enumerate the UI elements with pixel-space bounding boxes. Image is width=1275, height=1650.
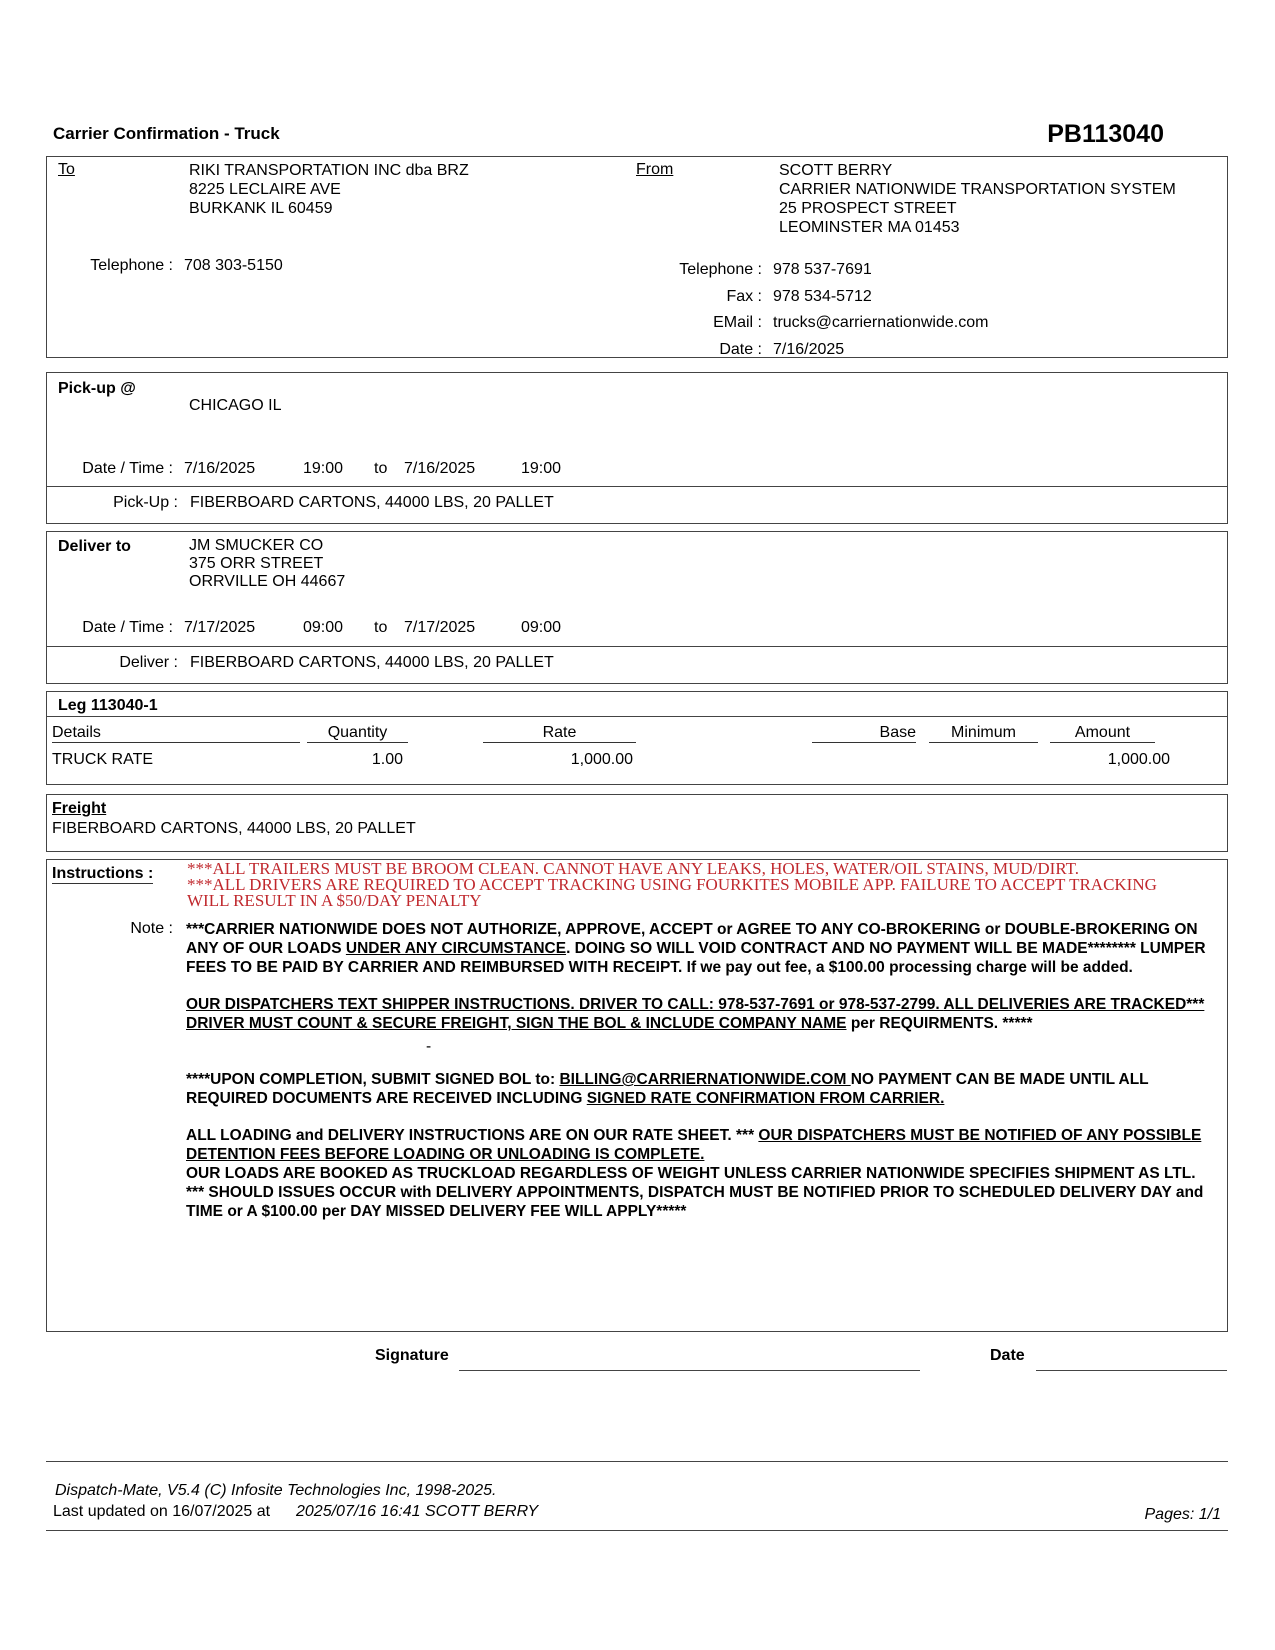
from-telephone: 978 537-7691 [773, 261, 872, 278]
from-address-line: CARRIER NATIONWIDE TRANSPORTATION SYSTEM [779, 181, 1176, 198]
deliver-address [189, 537, 345, 591]
row-rate: 1,000.00 [570, 751, 633, 768]
note-paragraph [186, 920, 1218, 977]
to-telephone: 708 303-5150 [184, 257, 283, 274]
note-text: NO PAYMENT CAN BE MADE UNTIL ALL REQUIRED DOCUMENTS ARE RECEIVED INCLUDING [186, 1071, 1149, 1107]
note-label: Note : [130, 920, 173, 937]
pickup-item-label: Pick-Up : [113, 494, 178, 511]
from-date-label: Date : [719, 340, 762, 358]
note-paragraph: *** SHOULD ISSUES OCCUR with DELIVERY APPOINTMENTS, DISPATCH MUST BE NOTIFIED PRIOR TO SCHEDULED DELIVERY DAY and TIME or A $100.00 per DAY MISSED DELIVERY FEE WILL APPLY***** [186, 1184, 1204, 1220]
to-address-line: BURKANK IL 60459 [189, 200, 333, 217]
red-instruction-line: ***ALL DRIVERS ARE REQUIRED TO ACCEPT TRACKING USING FOURKITES MOBILE APP. FAILURE TO ACCEPT TRACKING [187, 875, 1157, 894]
pickup-time-to: 19:00 [521, 460, 562, 477]
from-contact-values [773, 257, 988, 363]
pickup-item: FIBERBOARD CARTONS, 44000 LBS, 20 PALLET [190, 494, 554, 511]
footer-updated-value: 2025/07/16 16:41 SCOTT BERRY [296, 1503, 539, 1520]
signature-line [459, 1370, 920, 1371]
note-text: ****UPON COMPLETION, SUBMIT SIGNED BOL to: [186, 1071, 560, 1088]
footer-copyright: Dispatch-Mate, V5.4 (C) Infosite Technologies Inc, 1998-2025. [55, 1482, 497, 1499]
from-email: trucks@carriernationwide.com [773, 314, 989, 331]
note-underlined-text: OUR DISPATCHERS TEXT SHIPPER INSTRUCTIONS. DRIVER TO CALL: 978-537-7691 or 978-537-2799. [186, 996, 944, 1013]
pickup-date-to: 7/16/2025 [404, 460, 476, 477]
note-underlined-text: OUR DISPATCHERS MUST BE NOTIFIED OF ANY POSSIBLE DETENTION FEES BEFORE LOADING OR UNLOADING IS COMPLETE. [186, 1127, 1202, 1163]
deliver-to-label: to [374, 619, 388, 636]
footer-bottom-rule [46, 1530, 1228, 1531]
column-header-minimum: Minimum [929, 724, 1038, 743]
signature-date-line [1036, 1370, 1227, 1371]
row-amount: 1,000.00 [1107, 751, 1170, 768]
note-text: per REQUIRMENTS. ***** [846, 1015, 1033, 1032]
deliver-time-to: 09:00 [521, 619, 562, 636]
signature-label: Signature [375, 1347, 449, 1364]
red-instruction-line: WILL RESULT IN A $50/DAY PENALTY [187, 891, 482, 910]
footer-pages: Pages: 1/1 [1144, 1506, 1221, 1523]
note-paragraph: OUR LOADS ARE BOOKED AS TRUCKLOAD REGARDLESS OF WEIGHT UNLESS CARRIER NATIONWIDE SPECIFIES SHIPMENT AS LTL. [186, 1165, 1196, 1182]
note-paragraph [186, 995, 1218, 1033]
note-underlined-text: UNDER ANY CIRCUMSTANCE [345, 940, 567, 957]
instructions-red-text [187, 861, 1157, 909]
signature-date-label: Date [990, 1347, 1025, 1364]
footer-updated-label: Last updated on 16/07/2025 at [53, 1503, 271, 1520]
row-quantity: 1.00 [371, 751, 403, 768]
from-contact-labels [620, 257, 762, 363]
leg-divider [46, 716, 1228, 717]
to-address-line: RIKI TRANSPORTATION INC dba BRZ [189, 162, 469, 179]
deliver-address-line: ORRVILLE OH 44667 [189, 573, 346, 590]
note-text: ***CARRIER NATIONWIDE DOES NOT AUTHORIZE, APPROVE, ACCEPT or AGREE TO ANY CO-BROKERING or DOUBLE-BROKERING ON ANY OF OUR LOADS [186, 921, 1198, 957]
from-email-label: EMail : [713, 314, 762, 331]
pickup-location: CHICAGO IL [189, 397, 282, 414]
from-telephone-label: Telephone : [679, 261, 762, 278]
document-title: Carrier Confirmation - Truck [53, 124, 280, 143]
note-underlined-text: ALL DELIVERIES ARE TRACKED*** DRIVER MUST COUNT & SECURE FREIGHT, SIGN THE BOL & INCLUDE COMPANY NAME [186, 996, 1205, 1032]
to-telephone-label: Telephone : [90, 257, 173, 274]
deliver-time-from: 09:00 [303, 619, 344, 636]
pickup-datetime-label: Date / Time : [82, 460, 173, 477]
note-body [186, 920, 1218, 1221]
deliver-address-line: JM SMUCKER CO [189, 537, 324, 554]
deliver-address-line: 375 ORR STREET [189, 555, 324, 572]
pickup-label: Pick-up @ [58, 380, 136, 397]
from-label: From [636, 161, 674, 178]
from-address-line: 25 PROSPECT STREET [779, 200, 957, 217]
pickup-time-from: 19:00 [303, 460, 344, 477]
to-address-line: 8225 LECLAIRE AVE [189, 181, 341, 198]
from-fax: 978 534-5712 [773, 287, 872, 305]
from-address-line: LEOMINSTER MA 01453 [779, 219, 960, 236]
deliver-item: FIBERBOARD CARTONS, 44000 LBS, 20 PALLET [190, 654, 554, 671]
billing-email: BILLING@CARRIERNATIONWIDE.COM [559, 1071, 851, 1088]
freight-label: Freight [52, 800, 107, 817]
from-date: 7/16/2025 [773, 340, 845, 358]
column-header-quantity: Quantity [307, 724, 408, 743]
to-label: To [58, 161, 75, 178]
deliver-date-to: 7/17/2025 [404, 619, 476, 636]
column-header-amount: Amount [1050, 724, 1155, 743]
note-underlined-text: SIGNED RATE CONFIRMATION FROM CARRIER. [586, 1090, 945, 1107]
freight-text: FIBERBOARD CARTONS, 44000 LBS, 20 PALLET [52, 820, 416, 837]
from-address [779, 161, 1176, 237]
deliver-datetime-label: Date / Time : [82, 619, 173, 636]
note-dash: - [426, 1038, 432, 1055]
leg-title: Leg 113040-1 [58, 697, 158, 714]
column-header-rate: Rate [483, 724, 636, 743]
pickup-divider [46, 486, 1228, 487]
note-paragraph [186, 1070, 1218, 1108]
note-text: ALL LOADING and DELIVERY INSTRUCTIONS ARE ON OUR RATE SHEET. *** [186, 1127, 759, 1144]
from-address-line: SCOTT BERRY [779, 162, 893, 179]
from-fax-label: Fax : [726, 287, 762, 305]
instructions-label: Instructions : [52, 865, 154, 882]
deliver-item-label: Deliver : [119, 654, 178, 671]
red-instruction-line: ***ALL TRAILERS MUST BE BROOM CLEAN. CANNOT HAVE ANY LEAKS, HOLES, WATER/OIL STAINS, MUD/DIRT. [187, 859, 1080, 878]
column-header-base: Base [812, 724, 916, 743]
pickup-date-from: 7/16/2025 [184, 460, 256, 477]
row-details: TRUCK RATE [52, 751, 154, 768]
note-text: . DOING SO WILL VOID CONTRACT AND NO PAYMENT WILL BE MADE******** LUMPER FEES TO BE PAID BY CARRIER AND REIMBURSED WITH RECEIPT. If we pay out fee, a $100.00 processing charge will be added. [186, 940, 1206, 976]
to-address [189, 161, 469, 218]
delivery-divider [46, 646, 1228, 647]
deliver-label: Deliver to [58, 538, 131, 555]
deliver-date-from: 7/17/2025 [184, 619, 256, 636]
column-header-details: Details [52, 724, 300, 743]
note-paragraph [186, 1126, 1218, 1164]
pickup-to-label: to [374, 460, 388, 477]
document-number: PB113040 [1047, 120, 1164, 148]
footer-top-rule [46, 1461, 1228, 1462]
